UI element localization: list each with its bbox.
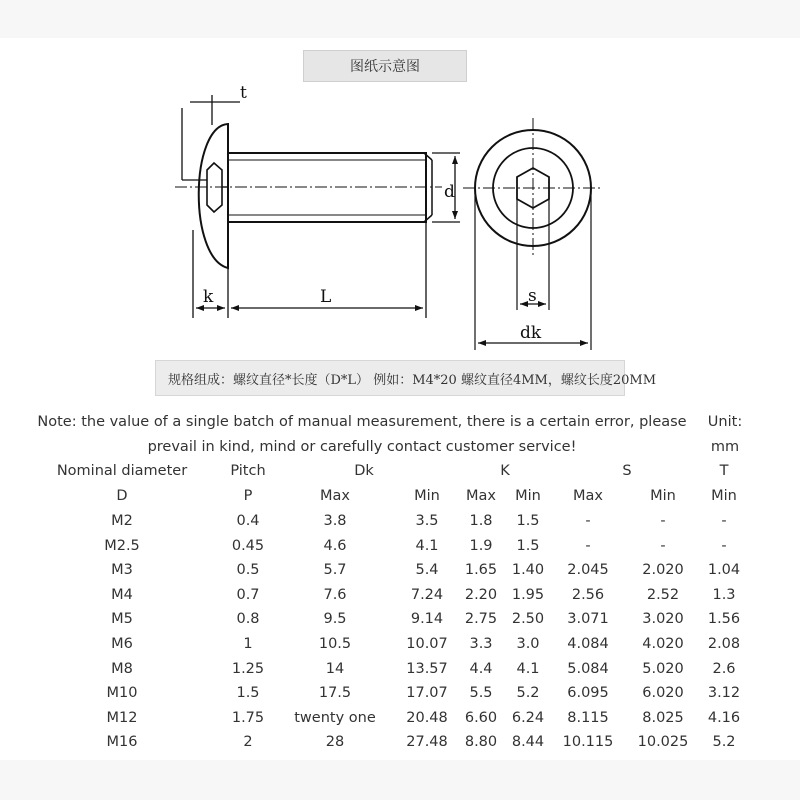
table-cell: 6.020 bbox=[642, 685, 684, 702]
unit-label: Unit: mm bbox=[707, 414, 743, 455]
table-cell: 3.12 bbox=[707, 685, 741, 702]
table-cell: 1.9 bbox=[469, 537, 493, 554]
table-group-header: Dk bbox=[354, 463, 374, 479]
table-cell: 5.2 bbox=[516, 685, 540, 702]
table-cell: 2.045 bbox=[567, 562, 609, 579]
table-cell: - bbox=[660, 513, 666, 529]
table-cell: 5.020 bbox=[642, 660, 684, 677]
table-cell: 1.56 bbox=[707, 611, 741, 628]
table-cell: 10.115 bbox=[562, 734, 614, 751]
table-cell: 10.5 bbox=[318, 636, 352, 652]
label-s: s bbox=[528, 286, 537, 306]
table-cell: 3.020 bbox=[642, 611, 684, 628]
label-k: k bbox=[203, 287, 214, 307]
table-column-header: Max bbox=[320, 488, 350, 504]
label-t: t bbox=[240, 83, 247, 103]
table-cell: 2.50 bbox=[511, 611, 545, 628]
table-cell: 6.24 bbox=[511, 709, 545, 726]
table-cell: 8.80 bbox=[464, 734, 498, 751]
table-cell: twenty one bbox=[294, 709, 376, 726]
table-group-header: Nominal diameter bbox=[56, 463, 188, 479]
table-cell: 2.6 bbox=[712, 660, 736, 677]
table-cell: M3 bbox=[111, 562, 133, 579]
table-cell: 9.14 bbox=[410, 611, 444, 628]
table-cell: 3.3 bbox=[469, 636, 493, 652]
table-cell: M8 bbox=[111, 660, 133, 677]
table-cell: - bbox=[585, 537, 591, 554]
table-column-header: Min bbox=[414, 488, 440, 504]
table-cell: 1.75 bbox=[231, 709, 265, 726]
table-cell: - bbox=[660, 537, 666, 554]
table-cell: 5.084 bbox=[567, 660, 609, 677]
table-cell: M5 bbox=[111, 611, 133, 628]
table-cell: 14 bbox=[325, 660, 345, 677]
table-cell: 0.7 bbox=[236, 586, 260, 603]
table-group-header: T bbox=[719, 463, 729, 479]
table-cell: 1.40 bbox=[511, 562, 545, 579]
table-cell: 1.04 bbox=[707, 562, 741, 579]
table-cell: 2 bbox=[243, 734, 253, 751]
table-cell: M2.5 bbox=[104, 537, 140, 554]
table-cell: 17.5 bbox=[318, 685, 352, 702]
table-column-header: D bbox=[116, 488, 128, 504]
table-cell: 1 bbox=[243, 636, 253, 652]
table-cell: M12 bbox=[106, 709, 138, 726]
table-group-header: Pitch bbox=[230, 463, 266, 479]
table-cell: 1.8 bbox=[469, 513, 493, 529]
table-cell: 4.4 bbox=[469, 660, 493, 677]
table-cell: 3.0 bbox=[516, 636, 540, 652]
table-cell: 0.45 bbox=[231, 537, 265, 554]
table-cell: 10.07 bbox=[406, 636, 448, 652]
label-d: d bbox=[444, 182, 455, 202]
table-cell: M16 bbox=[106, 734, 138, 751]
table-cell: 0.8 bbox=[236, 611, 260, 628]
bottom-margin bbox=[0, 760, 800, 800]
table-cell: 4.084 bbox=[567, 636, 609, 652]
table-cell: 4.6 bbox=[323, 537, 347, 554]
table-cell: 1.95 bbox=[511, 586, 545, 603]
table-cell: 1.5 bbox=[516, 537, 540, 554]
table-cell: 8.115 bbox=[567, 709, 609, 726]
table-cell: 1.65 bbox=[464, 562, 498, 579]
table-cell: 4.020 bbox=[642, 636, 684, 652]
label-L: L bbox=[320, 287, 332, 307]
table-cell: 7.24 bbox=[410, 586, 444, 603]
table-cell: - bbox=[721, 537, 727, 554]
table-cell: 5.5 bbox=[469, 685, 493, 702]
table-cell: - bbox=[585, 513, 591, 529]
table-cell: 2.020 bbox=[642, 562, 684, 579]
table-cell: 9.5 bbox=[323, 611, 347, 628]
table-column-header: P bbox=[243, 488, 253, 504]
table-cell: 2.08 bbox=[707, 636, 741, 652]
table-cell: 13.57 bbox=[406, 660, 448, 677]
table-cell: 1.25 bbox=[231, 660, 265, 677]
table-cell: 3.8 bbox=[323, 513, 347, 529]
table-cell: 5.2 bbox=[712, 734, 736, 751]
table-cell: 8.025 bbox=[642, 709, 684, 726]
table-cell: 27.48 bbox=[406, 734, 448, 751]
table-cell: 0.4 bbox=[236, 513, 260, 529]
table-group-header: K bbox=[500, 463, 510, 479]
table-cell: 1.5 bbox=[236, 685, 260, 702]
table-cell: 2.52 bbox=[646, 586, 680, 603]
table-column-header: Max bbox=[466, 488, 496, 504]
table-cell: 7.6 bbox=[323, 586, 347, 603]
table-column-header: Min bbox=[711, 488, 737, 504]
table-cell: M4 bbox=[111, 586, 133, 603]
table-cell: 4.1 bbox=[516, 660, 540, 677]
table-column-header: Min bbox=[515, 488, 541, 504]
table-cell: 3.5 bbox=[415, 513, 439, 529]
table-cell: 8.44 bbox=[511, 734, 545, 751]
table-column-header: Min bbox=[650, 488, 676, 504]
table-cell: 1.3 bbox=[712, 586, 736, 603]
table-cell: 0.5 bbox=[236, 562, 260, 579]
table-group-header: S bbox=[622, 463, 632, 479]
table-cell: 1.5 bbox=[516, 513, 540, 529]
screw-head-outline bbox=[199, 124, 228, 268]
table-cell: 6.095 bbox=[567, 685, 609, 702]
table-cell: 2.20 bbox=[464, 586, 498, 603]
drawing-caption-text: 图纸示意图 bbox=[350, 59, 420, 75]
table-cell: 5.4 bbox=[415, 562, 439, 579]
table-cell: 6.60 bbox=[464, 709, 498, 726]
table-cell: 20.48 bbox=[406, 709, 448, 726]
spec-formula-text: 规格组成：螺纹直径*长度（D*L） 例如：M4*20 螺纹直径4MM，螺纹长度20MM bbox=[168, 372, 657, 388]
table-cell: - bbox=[721, 513, 727, 529]
table-cell: 2.75 bbox=[464, 611, 498, 628]
table-cell: 5.7 bbox=[323, 562, 347, 579]
table-cell: 10.025 bbox=[637, 734, 689, 751]
spec-formula-box bbox=[155, 360, 657, 396]
table-cell: 28 bbox=[325, 734, 345, 751]
table-column-header: Max bbox=[573, 488, 603, 504]
table-cell: M10 bbox=[106, 685, 138, 702]
table-cell: M2 bbox=[111, 513, 133, 529]
table-cell: M6 bbox=[111, 636, 133, 652]
table-cell: 17.07 bbox=[406, 685, 448, 702]
table-cell: 4.16 bbox=[707, 709, 741, 726]
label-dk: dk bbox=[520, 323, 542, 343]
table-cell: 4.1 bbox=[415, 537, 439, 554]
table-cell: 2.56 bbox=[571, 586, 605, 603]
table-cell: 3.071 bbox=[567, 611, 609, 628]
measurement-note: Note: the value of a single batch of manual measurement, there is a certain error, please prevail in kind, mind or carefully contact customer service! bbox=[37, 414, 687, 455]
